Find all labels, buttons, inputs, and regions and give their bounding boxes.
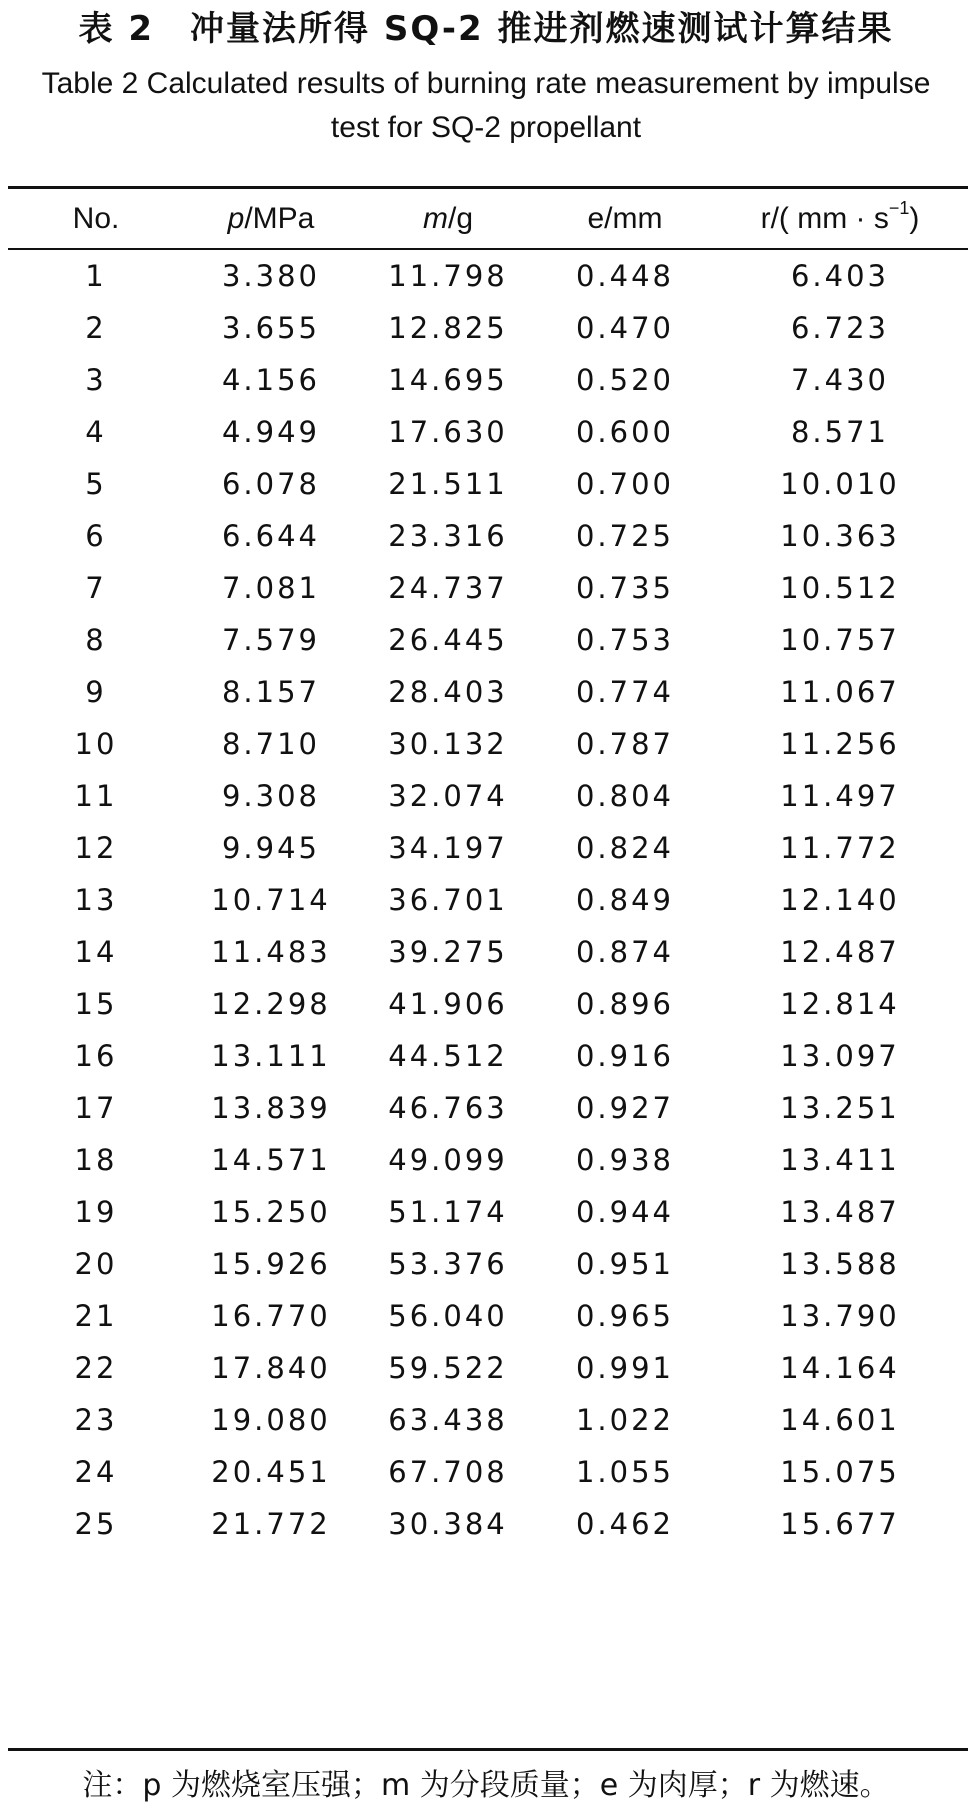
cell-rate: 14.164 — [780, 1351, 900, 1385]
header-pressure-symbol: p — [227, 201, 245, 235]
cell-mass: 56.040 — [388, 1299, 508, 1333]
cell-mass: 67.708 — [388, 1455, 508, 1489]
header-rate — [712, 197, 968, 236]
cell-mass: 30.384 — [388, 1507, 508, 1541]
cell-pressure: 6.644 — [221, 519, 321, 553]
cell-thickness: 0.849 — [575, 883, 675, 917]
table-row — [8, 614, 968, 666]
cell-no: 5 — [85, 467, 107, 501]
cell-no: 6 — [85, 519, 107, 553]
cell-thickness: 0.753 — [575, 623, 675, 657]
header-rate-label: r/( mm · s — [760, 201, 889, 235]
cell-no: 3 — [85, 363, 107, 397]
cell-mass: 51.174 — [388, 1195, 508, 1229]
table-top-rule — [8, 186, 968, 189]
cell-rate: 8.571 — [790, 415, 890, 449]
cell-pressure: 8.710 — [221, 727, 321, 761]
table-row — [8, 666, 968, 718]
cell-rate: 6.723 — [790, 311, 890, 345]
table-row — [8, 874, 968, 926]
cell-pressure: 8.157 — [221, 675, 321, 709]
cell-no: 15 — [74, 987, 118, 1021]
cell-thickness: 0.927 — [575, 1091, 675, 1125]
cell-no: 10 — [74, 727, 118, 761]
cell-rate: 14.601 — [780, 1403, 900, 1437]
cell-rate: 10.010 — [780, 467, 900, 501]
table-row — [8, 1394, 968, 1446]
cell-rate: 10.757 — [780, 623, 900, 657]
header-mass-unit: /g — [447, 201, 474, 235]
cell-rate: 7.430 — [790, 363, 890, 397]
table-row — [8, 1290, 968, 1342]
cell-thickness: 0.896 — [575, 987, 675, 1021]
table-row — [8, 822, 968, 874]
cell-mass: 14.695 — [388, 363, 508, 397]
table-row — [8, 1134, 968, 1186]
cell-thickness: 0.725 — [575, 519, 675, 553]
cell-rate: 15.075 — [780, 1455, 900, 1489]
table-row — [8, 978, 968, 1030]
cell-thickness: 0.774 — [575, 675, 675, 709]
cell-thickness: 0.600 — [575, 415, 675, 449]
cell-thickness: 0.938 — [575, 1143, 675, 1177]
cell-thickness: 0.448 — [575, 259, 675, 293]
cell-thickness: 0.951 — [575, 1247, 675, 1281]
cell-pressure: 15.926 — [211, 1247, 331, 1281]
cell-no: 25 — [74, 1507, 118, 1541]
cell-thickness: 0.965 — [575, 1299, 675, 1333]
table-row — [8, 1082, 968, 1134]
table-caption-cn: 表 2 冲量法所得 SQ-2 推进剂燃速测试计算结果 — [78, 9, 894, 49]
cell-mass: 26.445 — [388, 623, 508, 657]
table-caption-en-line1: Table 2 Calculated results of burning rate measurement by impulse — [41, 67, 931, 100]
cell-no: 8 — [85, 623, 107, 657]
cell-rate: 13.251 — [780, 1091, 900, 1125]
cell-mass: 44.512 — [388, 1039, 508, 1073]
cell-thickness: 0.944 — [575, 1195, 675, 1229]
header-pressure — [184, 202, 358, 236]
cell-rate: 6.403 — [790, 259, 890, 293]
header-thickness-unit: /mm — [604, 201, 663, 235]
cell-no: 1 — [85, 259, 107, 293]
cell-pressure: 7.081 — [221, 571, 321, 605]
cell-rate: 13.588 — [780, 1247, 900, 1281]
table-row — [8, 458, 968, 510]
cell-thickness: 0.874 — [575, 935, 675, 969]
cell-mass: 39.275 — [388, 935, 508, 969]
cell-pressure: 3.380 — [221, 259, 321, 293]
header-no: No. — [72, 201, 120, 235]
table-row — [8, 1186, 968, 1238]
cell-pressure: 9.308 — [221, 779, 321, 813]
table-row — [8, 1498, 968, 1550]
cell-thickness: 0.824 — [575, 831, 675, 865]
cell-thickness: 0.520 — [575, 363, 675, 397]
cell-no: 14 — [74, 935, 118, 969]
table-row — [8, 406, 968, 458]
cell-no: 18 — [74, 1143, 118, 1177]
table-row — [8, 510, 968, 562]
cell-mass: 41.906 — [388, 987, 508, 1021]
cell-thickness: 0.735 — [575, 571, 675, 605]
cell-no: 20 — [74, 1247, 118, 1281]
cell-thickness: 1.022 — [575, 1403, 675, 1437]
cell-pressure: 16.770 — [211, 1299, 331, 1333]
cell-thickness: 0.991 — [575, 1351, 675, 1385]
table-bottom-rule — [8, 1748, 968, 1751]
cell-mass: 24.737 — [388, 571, 508, 605]
cell-mass: 30.132 — [388, 727, 508, 761]
cell-thickness: 1.055 — [575, 1455, 675, 1489]
table-row — [8, 302, 968, 354]
cell-no: 4 — [85, 415, 107, 449]
table-row — [8, 926, 968, 978]
cell-thickness: 0.916 — [575, 1039, 675, 1073]
cell-pressure: 17.840 — [211, 1351, 331, 1385]
table-row — [8, 1342, 968, 1394]
cell-mass: 23.316 — [388, 519, 508, 553]
cell-mass: 59.522 — [388, 1351, 508, 1385]
table-caption-en — [0, 62, 972, 150]
cell-no: 11 — [74, 779, 118, 813]
table-row — [8, 718, 968, 770]
cell-pressure: 7.579 — [221, 623, 321, 657]
cell-no: 2 — [85, 311, 107, 345]
cell-mass: 63.438 — [388, 1403, 508, 1437]
cell-mass: 12.825 — [388, 311, 508, 345]
cell-rate: 13.411 — [780, 1143, 900, 1177]
cell-pressure: 15.250 — [211, 1195, 331, 1229]
cell-rate: 11.772 — [780, 831, 900, 865]
header-thickness — [538, 202, 712, 236]
cell-rate: 15.677 — [780, 1507, 900, 1541]
table-row — [8, 1238, 968, 1290]
cell-thickness: 0.462 — [575, 1507, 675, 1541]
cell-rate: 13.790 — [780, 1299, 900, 1333]
table-row — [8, 1030, 968, 1082]
cell-no: 7 — [85, 571, 107, 605]
cell-no: 13 — [74, 883, 118, 917]
cell-no: 23 — [74, 1403, 118, 1437]
table-row — [8, 1446, 968, 1498]
cell-mass: 11.798 — [388, 259, 508, 293]
cell-rate: 11.256 — [780, 727, 900, 761]
table-row — [8, 562, 968, 614]
cell-mass: 17.630 — [388, 415, 508, 449]
cell-pressure: 4.156 — [221, 363, 321, 397]
header-mass-symbol: m — [422, 201, 448, 235]
cell-mass: 21.511 — [388, 467, 508, 501]
table-footnote: 注：p 为燃烧室压强；m 为分段质量；e 为肉厚；r 为燃速。 — [82, 1768, 890, 1803]
cell-pressure: 4.949 — [221, 415, 321, 449]
cell-rate: 13.097 — [780, 1039, 900, 1073]
cell-pressure: 6.078 — [221, 467, 321, 501]
cell-no: 12 — [74, 831, 118, 865]
cell-pressure: 9.945 — [221, 831, 321, 865]
cell-pressure: 11.483 — [211, 935, 331, 969]
table-caption-en-line2: test for SQ-2 propellant — [330, 111, 642, 144]
cell-mass: 36.701 — [388, 883, 508, 917]
cell-thickness: 0.700 — [575, 467, 675, 501]
cell-rate: 11.067 — [780, 675, 900, 709]
cell-no: 21 — [74, 1299, 118, 1333]
header-mass — [358, 202, 538, 236]
cell-rate: 12.487 — [780, 935, 900, 969]
cell-pressure: 3.655 — [221, 311, 321, 345]
cell-pressure: 12.298 — [211, 987, 331, 1021]
cell-no: 19 — [74, 1195, 118, 1229]
cell-mass: 46.763 — [388, 1091, 508, 1125]
cell-thickness: 0.804 — [575, 779, 675, 813]
cell-no: 22 — [74, 1351, 118, 1385]
header-thickness-symbol: e — [587, 201, 605, 235]
table-row — [8, 250, 968, 302]
cell-pressure: 20.451 — [211, 1455, 331, 1489]
cell-thickness: 0.470 — [575, 311, 675, 345]
table-row — [8, 770, 968, 822]
cell-rate: 11.497 — [780, 779, 900, 813]
cell-mass: 32.074 — [388, 779, 508, 813]
table-header-row — [8, 191, 968, 246]
header-pressure-unit: /MPa — [244, 201, 315, 235]
cell-mass: 53.376 — [388, 1247, 508, 1281]
table-row — [8, 354, 968, 406]
cell-no: 16 — [74, 1039, 118, 1073]
cell-mass: 49.099 — [388, 1143, 508, 1177]
cell-pressure: 14.571 — [211, 1143, 331, 1177]
cell-no: 9 — [85, 675, 107, 709]
header-rate-close: ) — [909, 201, 920, 235]
cell-pressure: 19.080 — [211, 1403, 331, 1437]
cell-rate: 12.140 — [780, 883, 900, 917]
cell-rate: 13.487 — [780, 1195, 900, 1229]
cell-rate: 10.363 — [780, 519, 900, 553]
cell-mass: 34.197 — [388, 831, 508, 865]
cell-pressure: 13.839 — [211, 1091, 331, 1125]
cell-rate: 12.814 — [780, 987, 900, 1021]
cell-no: 24 — [74, 1455, 118, 1489]
cell-mass: 28.403 — [388, 675, 508, 709]
cell-rate: 10.512 — [780, 571, 900, 605]
header-rate-exponent: −1 — [888, 197, 910, 218]
cell-pressure: 10.714 — [211, 883, 331, 917]
cell-thickness: 0.787 — [575, 727, 675, 761]
cell-no: 17 — [74, 1091, 118, 1125]
cell-pressure: 21.772 — [211, 1507, 331, 1541]
cell-pressure: 13.111 — [211, 1039, 331, 1073]
